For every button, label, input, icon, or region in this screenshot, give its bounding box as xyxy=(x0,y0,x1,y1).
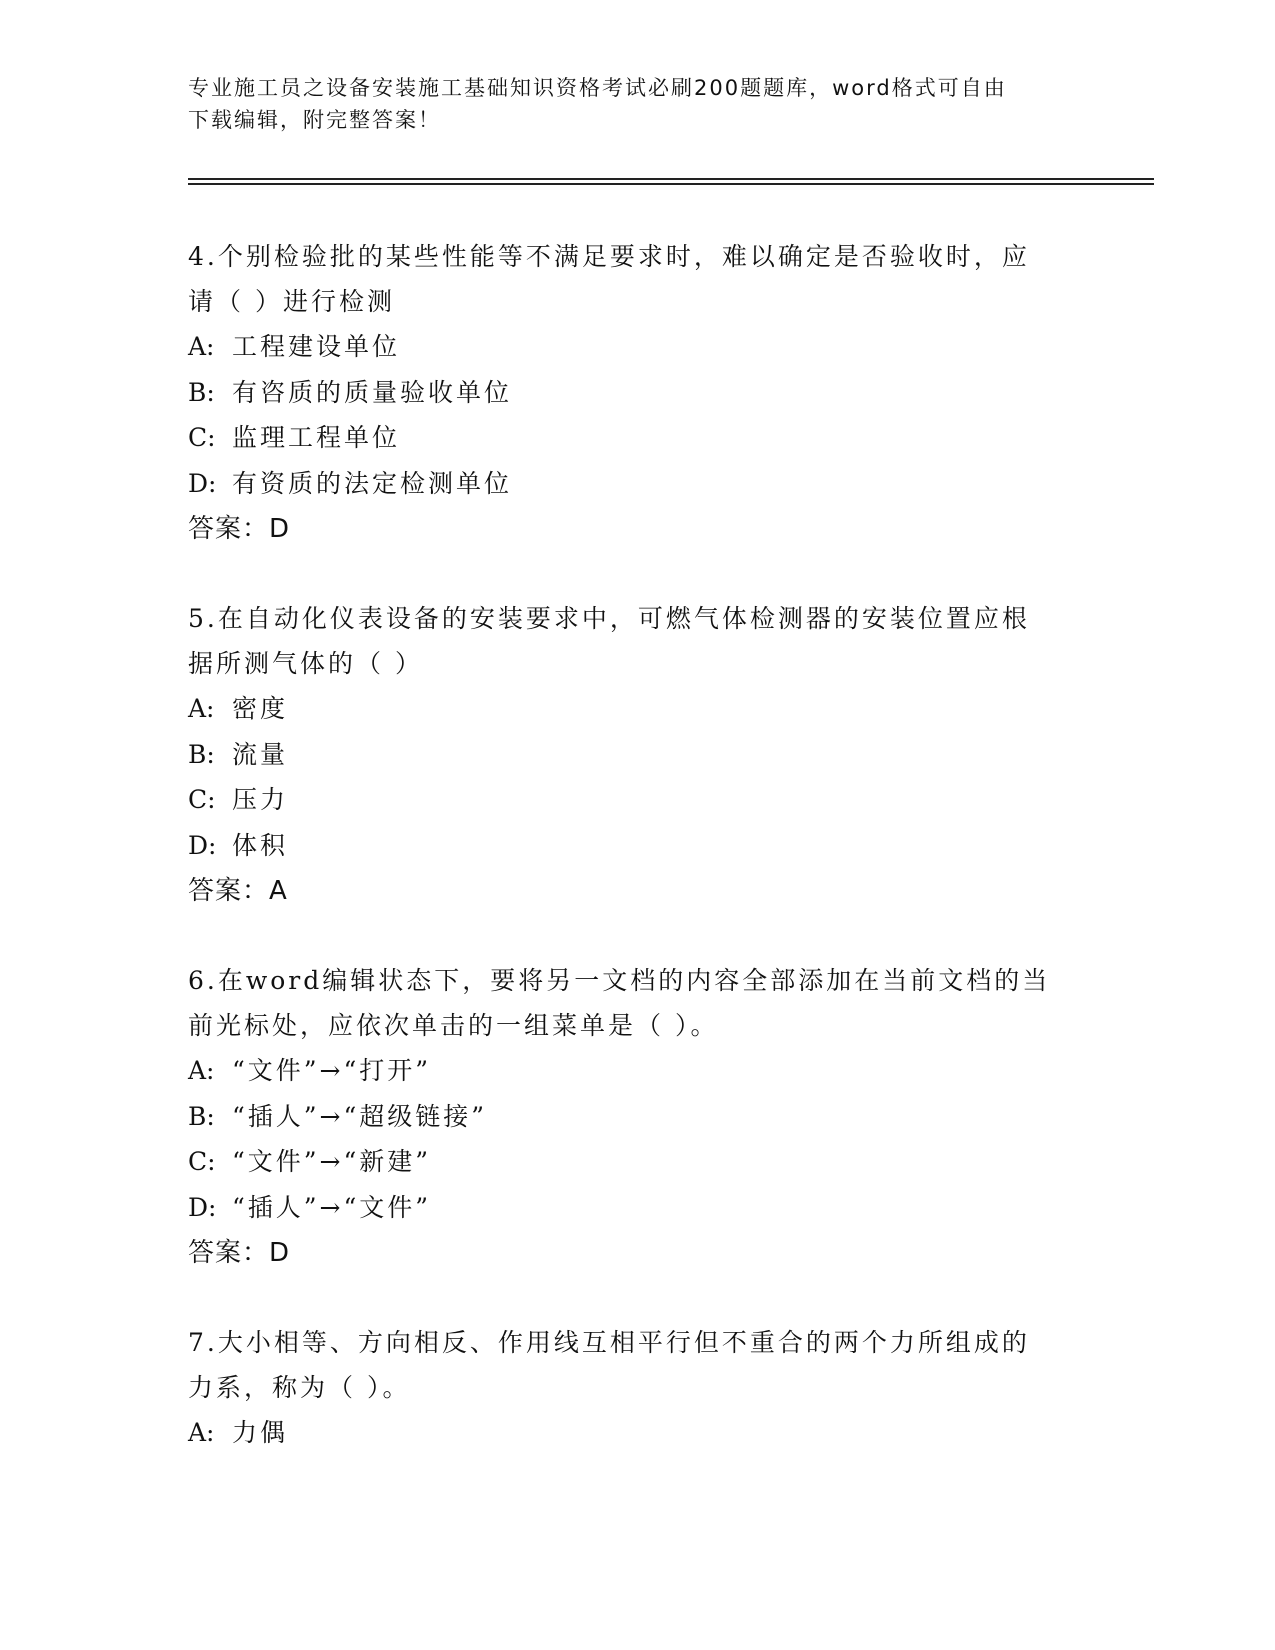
question-stem-line: 力系，称为（ ）。 xyxy=(188,1373,411,1402)
option-label: B: xyxy=(188,739,215,769)
option-label: A: xyxy=(188,694,215,723)
option-text: 工程建设单位 xyxy=(232,332,401,361)
option-label: C: xyxy=(188,1147,216,1176)
option-text: 体积 xyxy=(232,830,289,860)
option-row xyxy=(188,461,1088,507)
header-line-2: 下载编辑，附完整答案！ xyxy=(188,108,441,132)
option-text: 有资质的法定检测单位 xyxy=(232,468,513,498)
option-row xyxy=(188,1185,1088,1231)
question-block xyxy=(188,1320,1088,1456)
option-text: “文件”→“新建” xyxy=(232,1147,432,1176)
header-divider-bottom xyxy=(188,183,1154,185)
option-row xyxy=(188,1094,1088,1140)
header-line-1: 专业施工员之设备安装施工基础知识资格考试必刷200题题库，word格式可自由 xyxy=(188,76,1007,100)
option-label: B: xyxy=(188,377,215,407)
option-label: C: xyxy=(188,423,216,452)
option-text: “插人”→“超级链接” xyxy=(232,1101,488,1131)
question-list xyxy=(188,234,1088,1500)
option-label: A: xyxy=(188,1056,215,1085)
option-row xyxy=(188,777,1088,823)
option-row xyxy=(188,1048,1088,1094)
option-row xyxy=(188,370,1088,416)
question-stem-line: 5.在自动化仪表设备的安装要求中，可燃气体检测器的安装位置应根 xyxy=(188,604,1030,633)
option-text: 压力 xyxy=(232,785,289,814)
option-label: D: xyxy=(188,1192,217,1222)
option-label: D: xyxy=(188,830,217,860)
option-text: 流量 xyxy=(232,739,289,769)
option-row xyxy=(188,823,1088,869)
question-block xyxy=(188,596,1088,914)
question-block xyxy=(188,234,1088,552)
question-stem-line: 据所测气体的（ ） xyxy=(188,649,423,678)
question-stem-line: 前光标处，应依次单击的一组菜单是（ ）。 xyxy=(188,1011,719,1040)
question-stem-line: 7.大小相等、方向相反、作用线互相平行但不重合的两个力所组成的 xyxy=(188,1328,1030,1357)
option-text: “插人”→“文件” xyxy=(232,1192,432,1222)
option-label: B: xyxy=(188,1101,215,1131)
question-stem-line: 请（ ）进行检测 xyxy=(188,287,395,316)
document-header xyxy=(188,72,1088,136)
option-text: 有咨质的质量验收单位 xyxy=(232,377,513,407)
option-label: A: xyxy=(188,332,215,361)
option-text: 力偶 xyxy=(232,1418,289,1447)
option-label: C: xyxy=(188,785,216,814)
option-row xyxy=(188,686,1088,732)
option-label: D: xyxy=(188,468,217,498)
header-divider-top xyxy=(188,178,1154,180)
answer-line: 答案：D xyxy=(188,1238,291,1268)
question-stem-line: 6.在word编辑状态下，要将另一文档的内容全部添加在当前文档的当 xyxy=(188,966,1051,995)
option-row xyxy=(188,415,1088,461)
option-row xyxy=(188,732,1088,778)
option-row xyxy=(188,324,1088,370)
answer-line: 答案：D xyxy=(188,514,291,544)
option-text: 密度 xyxy=(232,694,289,723)
option-row xyxy=(188,1139,1088,1185)
question-block xyxy=(188,958,1088,1276)
question-stem-line: 4.个别检验批的某些性能等不满足要求时，难以确定是否验收时，应 xyxy=(188,242,1030,271)
answer-line: 答案：A xyxy=(188,876,288,906)
option-text: 监理工程单位 xyxy=(232,423,401,452)
option-label: A: xyxy=(188,1418,215,1447)
option-row xyxy=(188,1410,1088,1456)
option-text: “文件”→“打开” xyxy=(232,1056,432,1085)
